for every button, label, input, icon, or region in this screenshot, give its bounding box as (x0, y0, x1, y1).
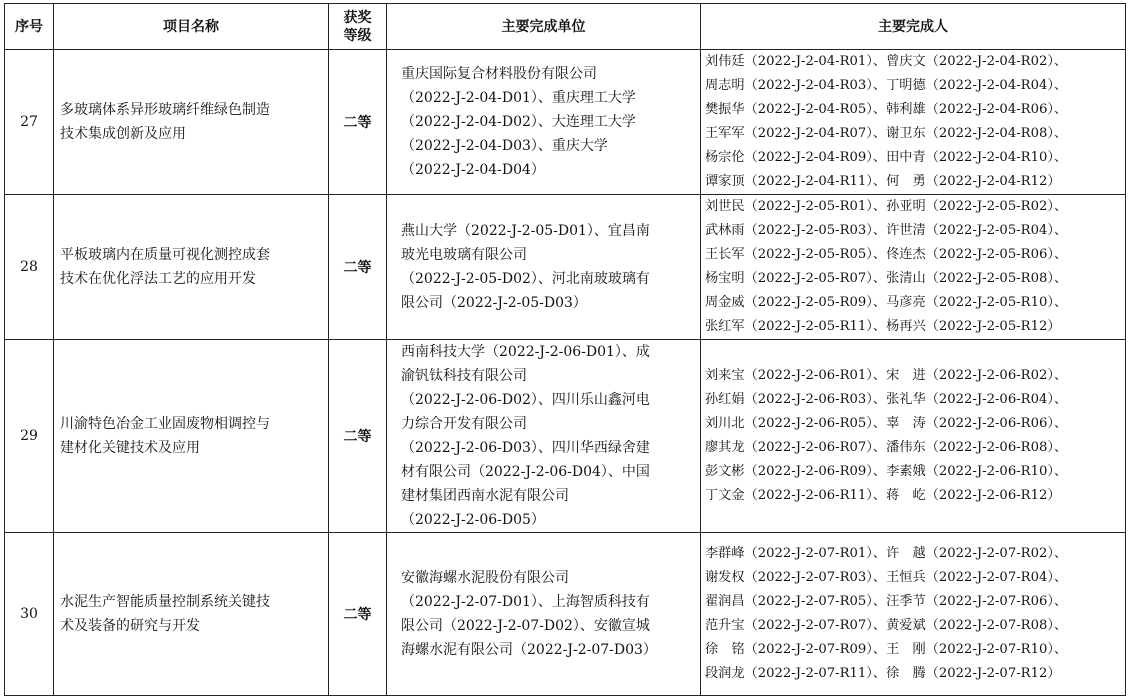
unit-line: （2022-J-2-04-D04） (401, 162, 545, 178)
person-line: 王长军（2022-J-2-05-R05）、佟连杰（2022-J-2-05-R06）、 (705, 247, 1068, 262)
row-seq: 28 (5, 195, 54, 340)
unit-line: 材有限公司（2022-J-2-06-D04）、中国 (401, 464, 650, 480)
unit-line: （2022-J-2-05-D02）、河北南玻玻璃有 (401, 271, 650, 287)
person-line: 廖其龙（2022-J-2-06-R07）、潘伟东（2022-J-2-06-R08）、 (705, 440, 1068, 455)
row-persons (701, 50, 1126, 195)
table-row (5, 340, 1126, 533)
header-grade-line2: 等级 (343, 27, 372, 44)
person-line: 丁文金（2022-J-2-06-R11）、蒋 屹（2022-J-2-06-R12） (705, 488, 1061, 503)
person-line: 周志明（2022-J-2-04-R03）、丁明德（2022-J-2-04-R04）、 (705, 78, 1068, 93)
unit-line: 西南科技大学（2022-J-2-06-D01）、成 (401, 344, 650, 360)
table-row (5, 50, 1126, 195)
header-seq: 序号 (5, 4, 54, 50)
project-name-line: 水泥生产智能质量控制系统关键技 (60, 594, 270, 610)
person-line: 张红军（2022-J-2-05-R11）、杨再兴（2022-J-2-05-R12） (705, 319, 1061, 334)
row-seq: 29 (5, 340, 54, 533)
unit-line: 安徽海螺水泥股份有限公司 (401, 570, 569, 586)
person-line: 杨宗伦（2022-J-2-04-R09）、田中青（2022-J-2-04-R10）、 (705, 150, 1068, 165)
row-grade: 二等 (329, 340, 387, 533)
row-grade: 二等 (329, 533, 387, 696)
award-table (4, 3, 1126, 696)
person-line: 刘伟廷（2022-J-2-04-R01）、曾庆文（2022-J-2-04-R02）、 (705, 54, 1068, 69)
person-line: 范升宝（2022-J-2-07-R07）、黄爱斌（2022-J-2-07-R08）、 (705, 618, 1068, 633)
unit-line: （2022-J-2-04-D03）、重庆大学 (401, 138, 608, 154)
person-line: 王军军（2022-J-2-04-R07）、谢卫东（2022-J-2-04-R08）、 (705, 126, 1068, 141)
unit-line: 渝钒钛科技有限公司 (401, 368, 527, 384)
person-line: 刘世民（2022-J-2-05-R01）、孙亚明（2022-J-2-05-R02）、 (705, 199, 1068, 214)
header-grade-line1: 获奖 (343, 9, 372, 26)
person-line: 刘来宝（2022-J-2-06-R01）、宋 进（2022-J-2-06-R02）、 (705, 368, 1068, 383)
project-name-line: 川渝特色冶金工业固废物相调控与 (60, 416, 270, 432)
row-units (387, 50, 701, 195)
header-grade (329, 4, 387, 50)
person-line: 刘川北（2022-J-2-06-R05）、辜 涛（2022-J-2-06-R06）、 (705, 416, 1068, 431)
project-name-line: 多玻璃体系异形玻璃纤维绿色制造 (60, 102, 270, 118)
unit-line: 限公司（2022-J-2-05-D03） (401, 295, 587, 311)
row-units (387, 533, 701, 696)
unit-line: （2022-J-2-04-D01）、重庆理工大学 (401, 90, 636, 106)
unit-line: （2022-J-2-06-D03）、四川华西绿舍建 (401, 440, 650, 456)
person-line: 武林雨（2022-J-2-05-R03）、许世清（2022-J-2-05-R04）、 (705, 223, 1068, 238)
row-project-name (54, 533, 329, 696)
unit-line: （2022-J-2-06-D05） (401, 512, 545, 528)
unit-line: 玻光电玻璃有限公司 (401, 247, 527, 263)
project-name-line: 平板玻璃内在质量可视化测控成套 (60, 247, 270, 263)
table-row (5, 533, 1126, 696)
header-project-name: 项目名称 (54, 4, 329, 50)
person-line: 樊振华（2022-J-2-04-R05）、韩利雄（2022-J-2-04-R06）、 (705, 102, 1068, 117)
person-line: 翟润昌（2022-J-2-07-R05）、汪季节（2022-J-2-07-R06）、 (705, 594, 1068, 609)
person-line: 谭家顶（2022-J-2-04-R11）、何 勇（2022-J-2-04-R12） (705, 174, 1061, 189)
row-persons (701, 533, 1126, 696)
row-units (387, 340, 701, 533)
unit-line: 燕山大学（2022-J-2-05-D01）、宜昌南 (401, 223, 650, 239)
person-line: 李群峰（2022-J-2-07-R01）、许 越（2022-J-2-07-R02）、 (705, 546, 1068, 561)
row-persons (701, 340, 1126, 533)
row-seq: 30 (5, 533, 54, 696)
header-persons: 主要完成人 (701, 4, 1126, 50)
unit-line: 重庆国际复合材料股份有限公司 (401, 66, 597, 82)
row-units (387, 195, 701, 340)
unit-line: 海螺水泥有限公司（2022-J-2-07-D03） (401, 642, 657, 658)
project-name-line: 技术集成创新及应用 (60, 126, 186, 142)
unit-line: （2022-J-2-07-D01）、上海智质科技有 (401, 594, 650, 610)
person-line: 段润龙（2022-J-2-07-R11）、徐 腾（2022-J-2-07-R12） (705, 666, 1061, 681)
header-units: 主要完成单位 (387, 4, 701, 50)
unit-line: 力综合开发有限公司 (401, 416, 527, 432)
table-row (5, 195, 1126, 340)
project-name-line: 技术在优化浮法工艺的应用开发 (60, 271, 256, 287)
header-row (5, 4, 1126, 50)
person-line: 彭文彬（2022-J-2-06-R09）、李素娥（2022-J-2-06-R10）、 (705, 464, 1068, 479)
unit-line: （2022-J-2-04-D02）、大连理工大学 (401, 114, 636, 130)
unit-line: 建材集团西南水泥有限公司 (401, 488, 569, 504)
row-project-name (54, 50, 329, 195)
person-line: 杨宝明（2022-J-2-05-R07）、张清山（2022-J-2-05-R08）、 (705, 271, 1068, 286)
unit-line: （2022-J-2-06-D02）、四川乐山鑫河电 (401, 392, 650, 408)
person-line: 孙红娟（2022-J-2-06-R03）、张礼华（2022-J-2-06-R04）、 (705, 392, 1068, 407)
row-project-name (54, 195, 329, 340)
person-line: 徐 铭（2022-J-2-07-R09）、王 刚（2022-J-2-07-R10）、 (705, 642, 1068, 657)
row-grade: 二等 (329, 50, 387, 195)
project-name-line: 术及装备的研究与开发 (60, 618, 200, 634)
row-seq: 27 (5, 50, 54, 195)
row-persons (701, 195, 1126, 340)
project-name-line: 建材化关键技术及应用 (60, 440, 200, 456)
person-line: 谢发权（2022-J-2-07-R03）、王恒兵（2022-J-2-07-R04）、 (705, 570, 1068, 585)
person-line: 周金威（2022-J-2-05-R09）、马彦亮（2022-J-2-05-R10）、 (705, 295, 1068, 310)
row-project-name (54, 340, 329, 533)
row-grade: 二等 (329, 195, 387, 340)
unit-line: 限公司（2022-J-2-07-D02）、安徽宣城 (401, 618, 650, 634)
